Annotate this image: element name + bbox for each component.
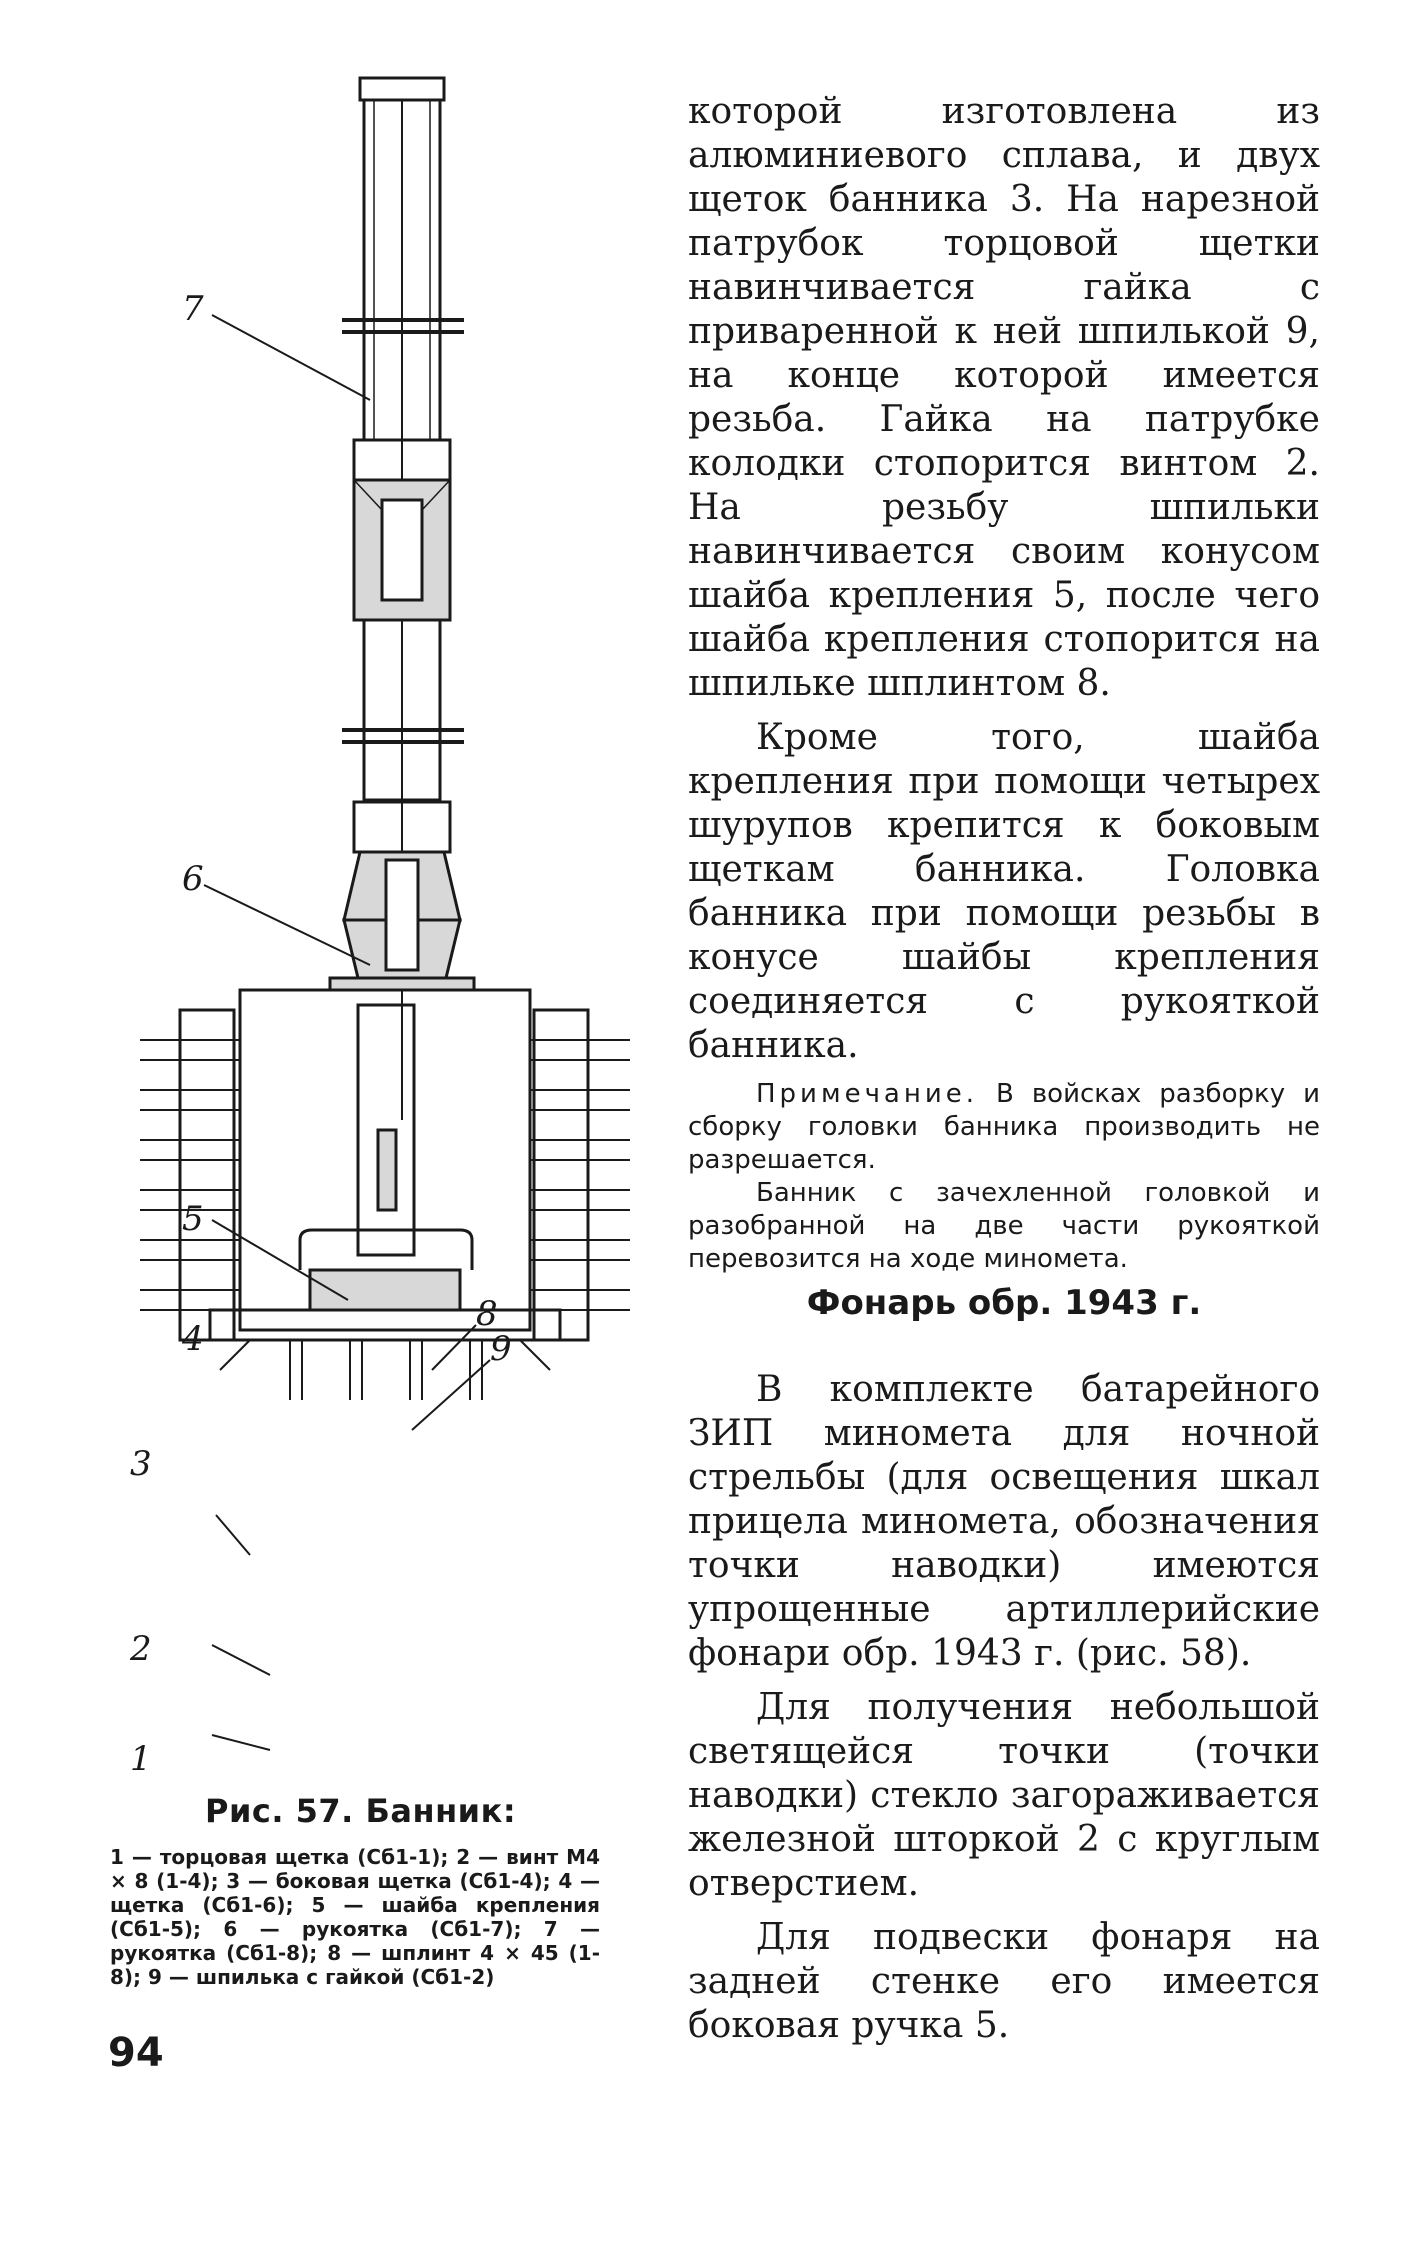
paragraph-2: Кроме того, шайба крепления при помощи четырех шурупов крепится к боковым щеткам банника. Головка банника при помощи резьбы в конусе шайбы крепления соединяется с рукояткой банника. — [688, 717, 1320, 1066]
figure-caption: 1 — торцовая щетка (Сб1-1); 2 — винт М4 × 8 (1-4); 3 — боковая щетка (Сб1-4); 4 — щетка (Сб1-6); 5 — шайба крепления (Сб1-5); 6 — рукоятка (Сб1-7); 7 — рукоятка (Сб1-8); 8 — шплинт 4 × 45 (1-8); 9 — шпилька с гайкой (Сб1-2) — [110, 1845, 600, 1989]
callout-6: 6 — [182, 859, 204, 899]
page-number: 94 — [108, 2030, 164, 2076]
callout-1: 1 — [130, 1739, 152, 1770]
callout-5: 5 — [182, 1199, 204, 1239]
paragraph-1: которой изготовлена из алюминиевого сплава, и двух щеток банника 3. На нарезной патрубок торцовой щетки навинчивается гайка с приваренной к ней шпилькой 9, на конце которой имеется резьба. Гайка на патрубке колодки стопорится винтом 2. На резьбу шпильки навинчивается своим конусом шайба крепления 5, после чего шайба крепления стопорится на шпильке шплинтом 8. — [688, 91, 1320, 704]
note-label: Примечание. — [756, 1079, 979, 1109]
text-column-bottom — [688, 1368, 1320, 2058]
note-2: Банник с зачехленной головкой и разобранной на две части рукояткой перевозится на ходе миномета. — [688, 1178, 1320, 1274]
callout-2: 2 — [130, 1629, 152, 1669]
callout-7: 7 — [182, 289, 204, 329]
technical-drawing — [120, 70, 660, 1770]
paragraph-3: В комплекте батарейного ЗИП миномета для ночной стрельбы (для освещения шкал прицела миномета, обозначения точки наводки) имеются упрощенные артиллерийские фонари обр. 1943 г. (рис. 58). — [688, 1369, 1320, 1674]
callout-8: 8 — [476, 1294, 498, 1334]
bore-brush-drawing — [120, 70, 660, 1770]
paragraph-5: Для подвески фонаря на задней стенке его имеется боковая ручка 5. — [688, 1917, 1320, 2046]
callout-9: 9 — [490, 1329, 512, 1369]
callout-3: 3 — [130, 1444, 152, 1484]
note-text: В войсках разборку и сборку головки банника производить не разрешается. — [688, 1079, 1320, 1175]
section-heading: Фонарь обр. 1943 г. — [806, 1283, 1202, 1323]
paragraph-4: Для получения небольшой светящейся точки (точки наводки) стекло загораживается железной шторкой 2 с круглым отверстием. — [688, 1687, 1320, 1904]
note — [688, 1078, 1320, 1177]
text-column-top — [688, 90, 1320, 1276]
callout-4: 4 — [182, 1319, 204, 1359]
figure-title: Рис. 57. Банник: — [205, 1792, 517, 1830]
